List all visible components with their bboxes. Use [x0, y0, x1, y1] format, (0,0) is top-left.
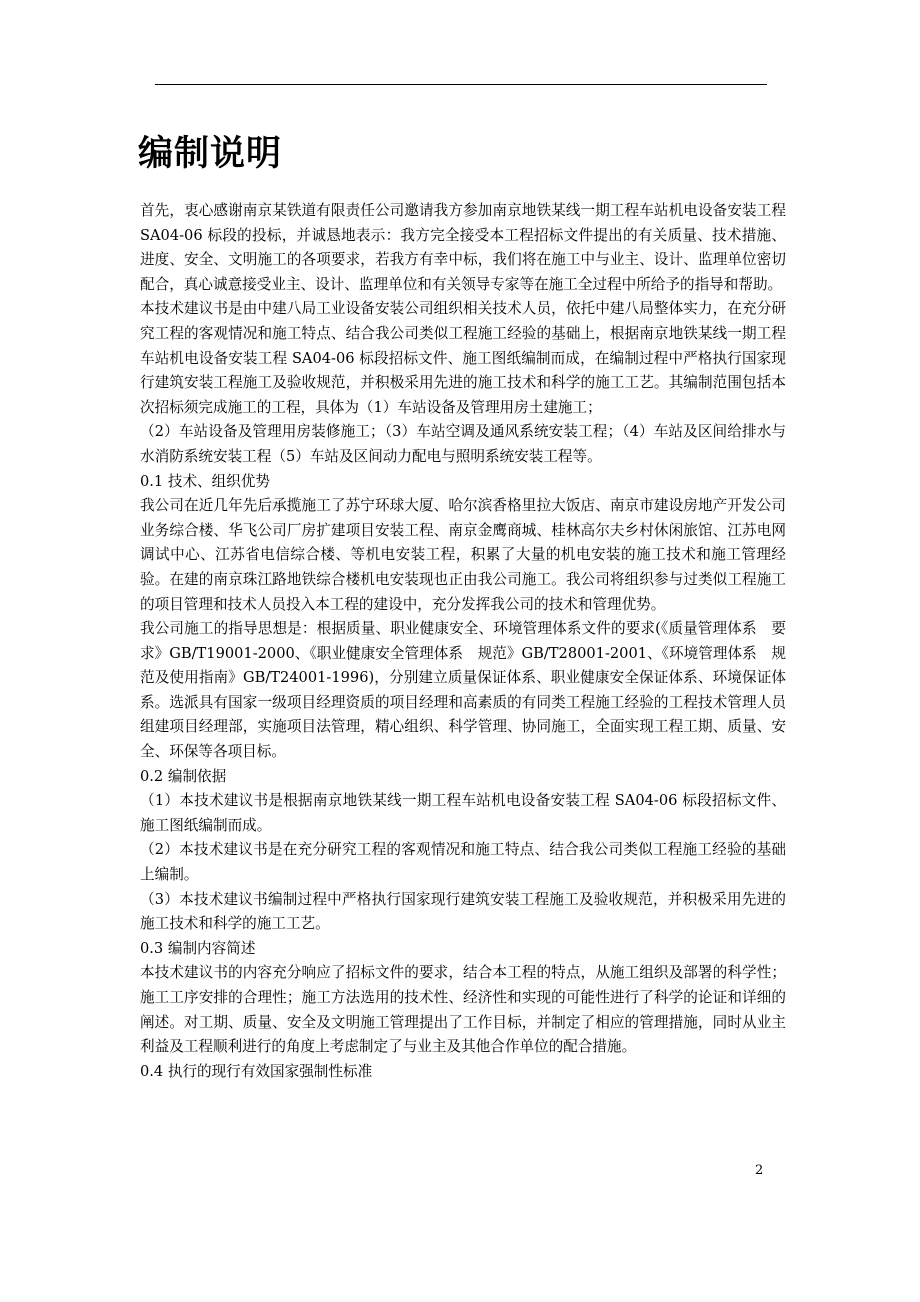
page-number: 2	[755, 1163, 764, 1178]
section-heading-0-3: 0.3 编制内容简述	[140, 939, 256, 957]
document-title: 编制说明	[138, 134, 283, 174]
experience-paragraph: 我公司在近几年先后承揽施工了苏宁环球大厦、哈尔滨香格里拉大饭店、南京市建设房地产开发公司业务综合楼、华飞公司厂房扩建项目安装工程、南京金鹰商城、桂林高尔夫乡村休闲旅馆、江苏电网调试中心、江苏省电信综合楼、等机电安装工程，积累了大量的机电安装的施工技术和施工管理经验。在建的南京珠江路地铁综合楼机电安装现也正由我公司施工。我公司将组织参与过类似工程施工的项目管理和技术人员投入本工程的建设中，充分发挥我公司的技术和管理优势。	[140, 497, 786, 613]
proposal-basis-paragraph: 本技术建议书是由中建八局工业设备安装公司组织相关技术人员，依托中建八局整体实力，在充分研究工程的客观情况和施工特点、结合我公司类似工程施工经验的基础上，根据南京地铁某线一期工程车站机电设备安装工程 SA04-06 标段招标文件、施工图纸编制而成，在编制过程中严格执行国家现行建筑安装工程施工及验收规范，并积极采用先进的施工技术和科学的施工工艺。其编制范围包括本次招标须完成施工的工程，具体为（1）车站设备及管理用房土建施工；	[140, 300, 786, 416]
section-heading-0-1: 0.1 技术、组织优势	[140, 472, 271, 490]
header-rule	[155, 84, 767, 85]
guiding-principle-paragraph: 我公司施工的指导思想是：根据质量、职业健康安全、环境管理体系文件的要求(《质量管理体系 要求》GB/T19001-2000、《职业健康安全管理体系 规范》GB/T28001-2001、《环境管理体系 规范及使用指南》GB/T24001-1996)，分别建立质量保证体系、职业健康安全保证体系、环境保证体系。选派具有国家一级项目经理资质的项目经理和高素质的有同类工程施工经验的工程技术管理人员组建项目经理部，实施项目法管理，精心组织、科学管理、协同施工，全面实现工程工期、质量、安全、环保等各项目标。	[140, 620, 786, 761]
basis-item-2: （2）本技术建议书是在充分研究工程的客观情况和施工特点、结合我公司类似工程施工经验的基础上编制。	[140, 841, 786, 884]
basis-item-1: （1）本技术建议书是根据南京地铁某线一期工程车站机电设备安装工程 SA04-06 标段招标文件、施工图纸编制而成。	[140, 792, 786, 834]
content-summary-paragraph: 本技术建议书的内容充分响应了招标文件的要求，结合本工程的特点，从施工组织及部署的科学性；施工工序安排的合理性；施工方法选用的技术性、经济性和实现的可能性进行了科学的论证和详细的阐述。对工期、质量、安全及文明施工管理提出了工作目标，并制定了相应的管理措施，同时从业主利益及工程顺利进行的角度上考虑制定了与业主及其他合作单位的配合措施。	[140, 964, 786, 1056]
basis-item-3: （3）本技术建议书编制过程中严格执行国家现行建筑安装工程施工及验收规范，并积极采用先进的施工技术和科学的施工工艺。	[140, 890, 786, 933]
intro-paragraph: 首先，衷心感谢南京某铁道有限责任公司邀请我方参加南京地铁某线一期工程车站机电设备安装工程 SA04-06 标段的投标，并诚恳地表示：我方完全接受本工程招标文件提出的有关质量、技术措施、进度、安全、文明施工的各项要求，若我方有幸中标，我们将在施工中与业主、设计、监理单位密切配合，真心诚意接受业主、设计、监理单位和有关领导专家等在施工全过程中所给予的指导和帮助。	[140, 202, 786, 293]
scope-items-paragraph: （2）车站设备及管理用房装修施工；（3）车站空调及通风系统安装工程；（4）车站及区间给排水与水消防系统安装工程（5）车站及区间动力配电与照明系统安装工程等。	[140, 423, 786, 465]
section-heading-0-4: 0.4 执行的现行有效国家强制性标准	[140, 1062, 373, 1080]
document-body	[140, 199, 786, 1084]
section-heading-0-2: 0.2 编制依据	[140, 767, 227, 785]
